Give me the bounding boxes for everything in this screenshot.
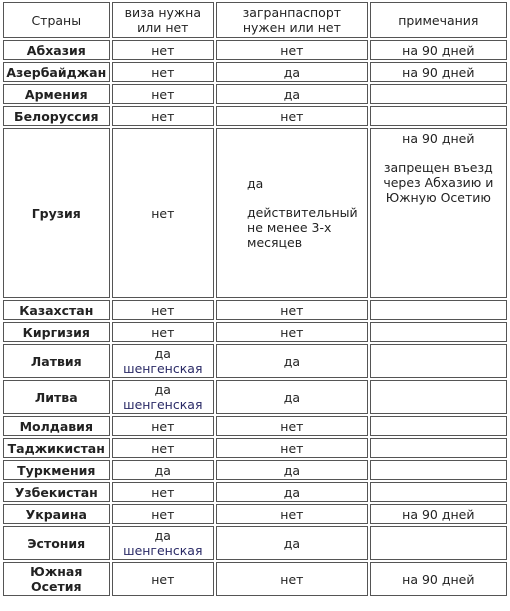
passport-cell: нет bbox=[216, 40, 368, 60]
country-cell: Узбекистан bbox=[3, 482, 110, 502]
passport-cell: да bbox=[216, 482, 368, 502]
passport-cell: да bbox=[216, 84, 368, 104]
passport-cell: нет bbox=[216, 322, 368, 342]
visa-cell: нет bbox=[112, 106, 214, 126]
table-row bbox=[3, 504, 507, 524]
note-extra: запрещен въезд через Абхазию и Южную Осетию bbox=[383, 160, 494, 205]
passport-cell bbox=[216, 128, 368, 298]
country-cell: Литва bbox=[3, 380, 110, 414]
table-row bbox=[3, 300, 507, 320]
table-row bbox=[3, 460, 507, 480]
header-visa: виза нужна или нет bbox=[112, 2, 214, 38]
visa-cell bbox=[112, 344, 214, 378]
note-cell: на 90 дней bbox=[370, 504, 507, 524]
note-cell bbox=[370, 300, 507, 320]
visa-value: да bbox=[154, 346, 171, 361]
header-countries: Страны bbox=[3, 2, 110, 38]
note-cell bbox=[370, 380, 507, 414]
note-cell bbox=[370, 106, 507, 126]
visa-cell bbox=[112, 380, 214, 414]
passport-cell: да bbox=[216, 526, 368, 560]
visa-cell: нет bbox=[112, 84, 214, 104]
visa-table bbox=[1, 0, 509, 598]
table-row bbox=[3, 526, 507, 560]
table-row bbox=[3, 380, 507, 414]
country-cell: Белоруссия bbox=[3, 106, 110, 126]
table-row bbox=[3, 438, 507, 458]
note-cell: на 90 дней bbox=[370, 562, 507, 596]
country-cell: Киргизия bbox=[3, 322, 110, 342]
visa-cell: нет bbox=[112, 482, 214, 502]
passport-cell: нет bbox=[216, 504, 368, 524]
visa-cell: нет bbox=[112, 416, 214, 436]
passport-cell: нет bbox=[216, 416, 368, 436]
header-notes: примечания bbox=[370, 2, 507, 38]
visa-cell bbox=[112, 526, 214, 560]
country-cell: Туркмения bbox=[3, 460, 110, 480]
country-cell: Азербайджан bbox=[3, 62, 110, 82]
note-cell: на 90 дней bbox=[370, 40, 507, 60]
note-cell: на 90 дней bbox=[370, 62, 507, 82]
country-cell: Украина bbox=[3, 504, 110, 524]
country-cell: Грузия bbox=[3, 128, 110, 298]
table-row bbox=[3, 562, 507, 596]
visa-cell: нет bbox=[112, 128, 214, 298]
visa-cell: нет bbox=[112, 40, 214, 60]
note-value: на 90 дней bbox=[402, 131, 475, 146]
country-cell: Абхазия bbox=[3, 40, 110, 60]
passport-cell: нет bbox=[216, 300, 368, 320]
visa-cell: нет bbox=[112, 322, 214, 342]
visa-extra: шенгенская bbox=[123, 361, 203, 376]
country-cell: Эстония bbox=[3, 526, 110, 560]
table-row bbox=[3, 344, 507, 378]
country-cell: Казахстан bbox=[3, 300, 110, 320]
note-cell bbox=[370, 460, 507, 480]
passport-cell: нет bbox=[216, 106, 368, 126]
visa-cell: да bbox=[112, 460, 214, 480]
note-cell bbox=[370, 322, 507, 342]
passport-value: да bbox=[247, 176, 264, 191]
visa-value: да bbox=[154, 382, 171, 397]
visa-value: да bbox=[154, 528, 171, 543]
header-passport: загранпаспорт нужен или нет bbox=[216, 2, 368, 38]
table-row bbox=[3, 40, 507, 60]
note-cell bbox=[370, 128, 507, 298]
table-row bbox=[3, 62, 507, 82]
visa-cell: нет bbox=[112, 438, 214, 458]
note-cell bbox=[370, 482, 507, 502]
country-cell: Таджикистан bbox=[3, 438, 110, 458]
table-row bbox=[3, 128, 507, 298]
visa-cell: нет bbox=[112, 300, 214, 320]
visa-cell: нет bbox=[112, 504, 214, 524]
passport-cell: нет bbox=[216, 562, 368, 596]
visa-extra: шенгенская bbox=[123, 397, 203, 412]
passport-cell: да bbox=[216, 460, 368, 480]
note-cell bbox=[370, 438, 507, 458]
table-row bbox=[3, 84, 507, 104]
country-cell: Армения bbox=[3, 84, 110, 104]
passport-cell: да bbox=[216, 62, 368, 82]
table-header-row bbox=[3, 2, 507, 38]
visa-extra: шенгенская bbox=[123, 543, 203, 558]
table-row bbox=[3, 416, 507, 436]
visa-cell: нет bbox=[112, 62, 214, 82]
country-cell: Латвия bbox=[3, 344, 110, 378]
passport-cell: нет bbox=[216, 438, 368, 458]
note-cell bbox=[370, 84, 507, 104]
note-cell bbox=[370, 344, 507, 378]
note-cell bbox=[370, 416, 507, 436]
table-row bbox=[3, 322, 507, 342]
visa-cell: нет bbox=[112, 562, 214, 596]
table-row bbox=[3, 482, 507, 502]
table-row bbox=[3, 106, 507, 126]
country-cell: Южная Осетия bbox=[3, 562, 110, 596]
note-cell bbox=[370, 526, 507, 560]
country-cell: Молдавия bbox=[3, 416, 110, 436]
passport-cell: да bbox=[216, 344, 368, 378]
passport-cell: да bbox=[216, 380, 368, 414]
passport-extra: действительный не менее 3-х месяцев bbox=[247, 205, 358, 250]
